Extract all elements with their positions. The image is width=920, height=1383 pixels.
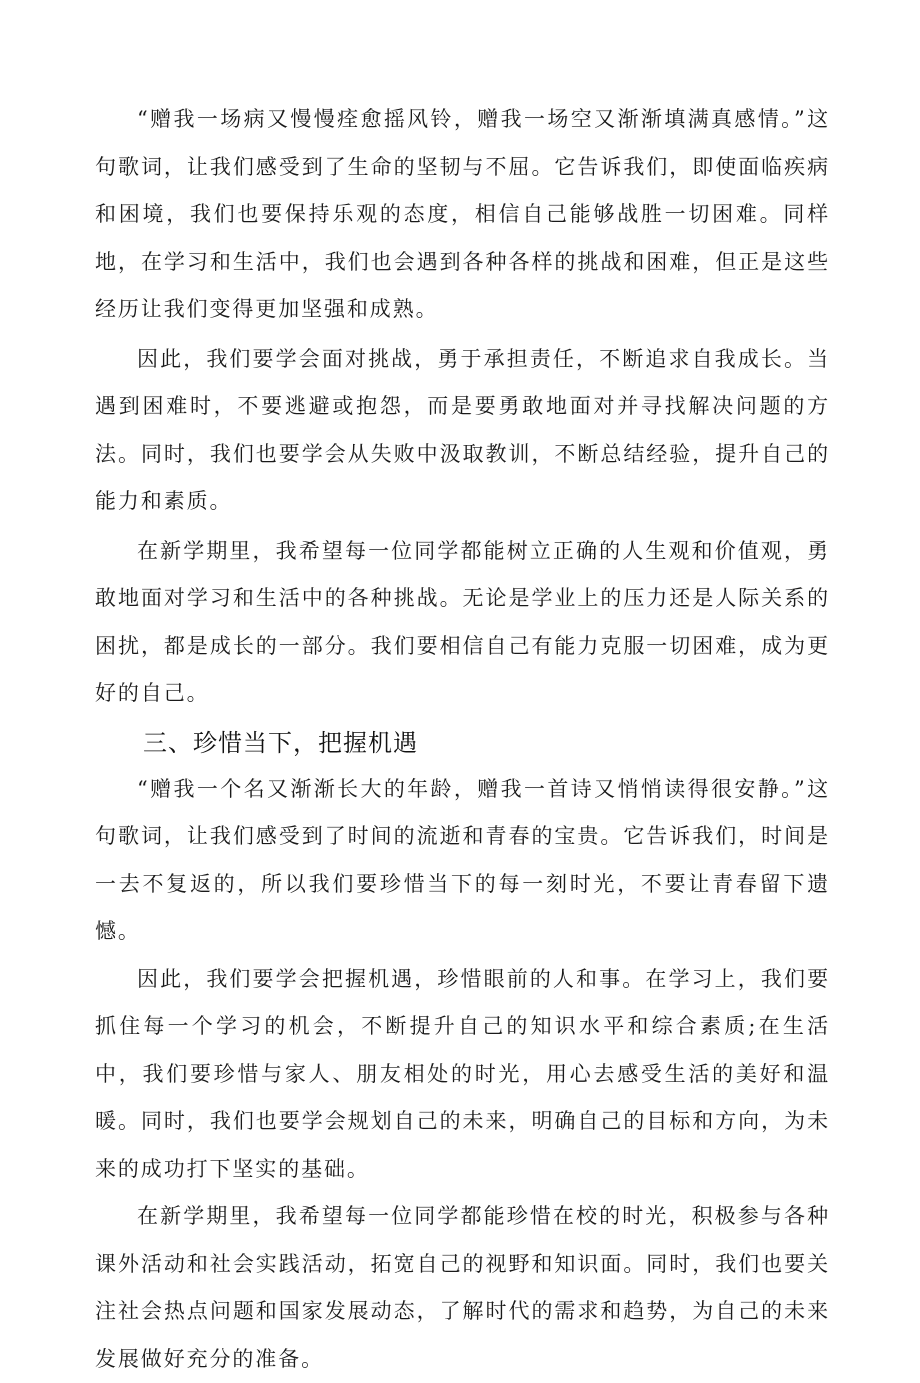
document-body xyxy=(95,96,830,1383)
paragraph: 在新学期里，我希望每一位同学都能珍惜在校的时光，积极参与各种课外活动和社会实践活动，拓宽自己的视野和知识面。同时，我们也要关注社会热点问题和国家发展动态，了解时代的需求和趋势，为自己的未来发展做好充分的准备。 xyxy=(95,1204,830,1371)
paragraph: 因此，我们要学会把握机遇，珍惜眼前的人和事。在学习上，我们要抓住每一个学习的机会，不断提升自己的知识水平和综合素质;在生活中，我们要珍惜与家人、朋友相处的时光，用心去感受生活的美好和温暖。同时，我们也要学会规划自己的未来，明确自己的目标和方向，为未来的成功打下坚实的基础。 xyxy=(95,966,830,1181)
paragraph: “赠我一场病又慢慢痊愈摇风铃，赠我一场空又渐渐填满真感情。”这句歌词，让我们感受到了生命的坚韧与不屈。它告诉我们，即使面临疾病和困境，我们也要保持乐观的态度，相信自己能够战胜一切困难。同样地，在学习和生活中，我们也会遇到各种各样的挑战和困难，但正是这些经历让我们变得更加坚强和成熟。 xyxy=(95,107,830,321)
paragraph: 在新学期里，我希望每一位同学都能树立正确的人生观和价值观，勇敢地面对学习和生活中的各种挑战。无论是学业上的压力还是人际关系的困扰，都是成长的一部分。我们要相信自己有能力克服一切困难，成为更好的自己。 xyxy=(95,538,830,705)
section-heading: 三、珍惜当下，把握机遇 xyxy=(143,728,418,757)
paragraph: “赠我一个名又渐渐长大的年龄，赠我一首诗又悄悄读得很安静。”这句歌词，让我们感受到了时间的流逝和青春的宝贵。它告诉我们，时间是一去不复返的，所以我们要珍惜当下的每一刻时光，不要让青春留下遗憾。 xyxy=(95,776,830,943)
paragraph: 因此，我们要学会面对挑战，勇于承担责任，不断追求自我成长。当遇到困难时，不要逃避或抱怨，而是要勇敢地面对并寻找解决问题的方法。同时，我们也要学会从失败中汲取教训，不断总结经验，提升自己的能力和素质。 xyxy=(95,346,830,513)
